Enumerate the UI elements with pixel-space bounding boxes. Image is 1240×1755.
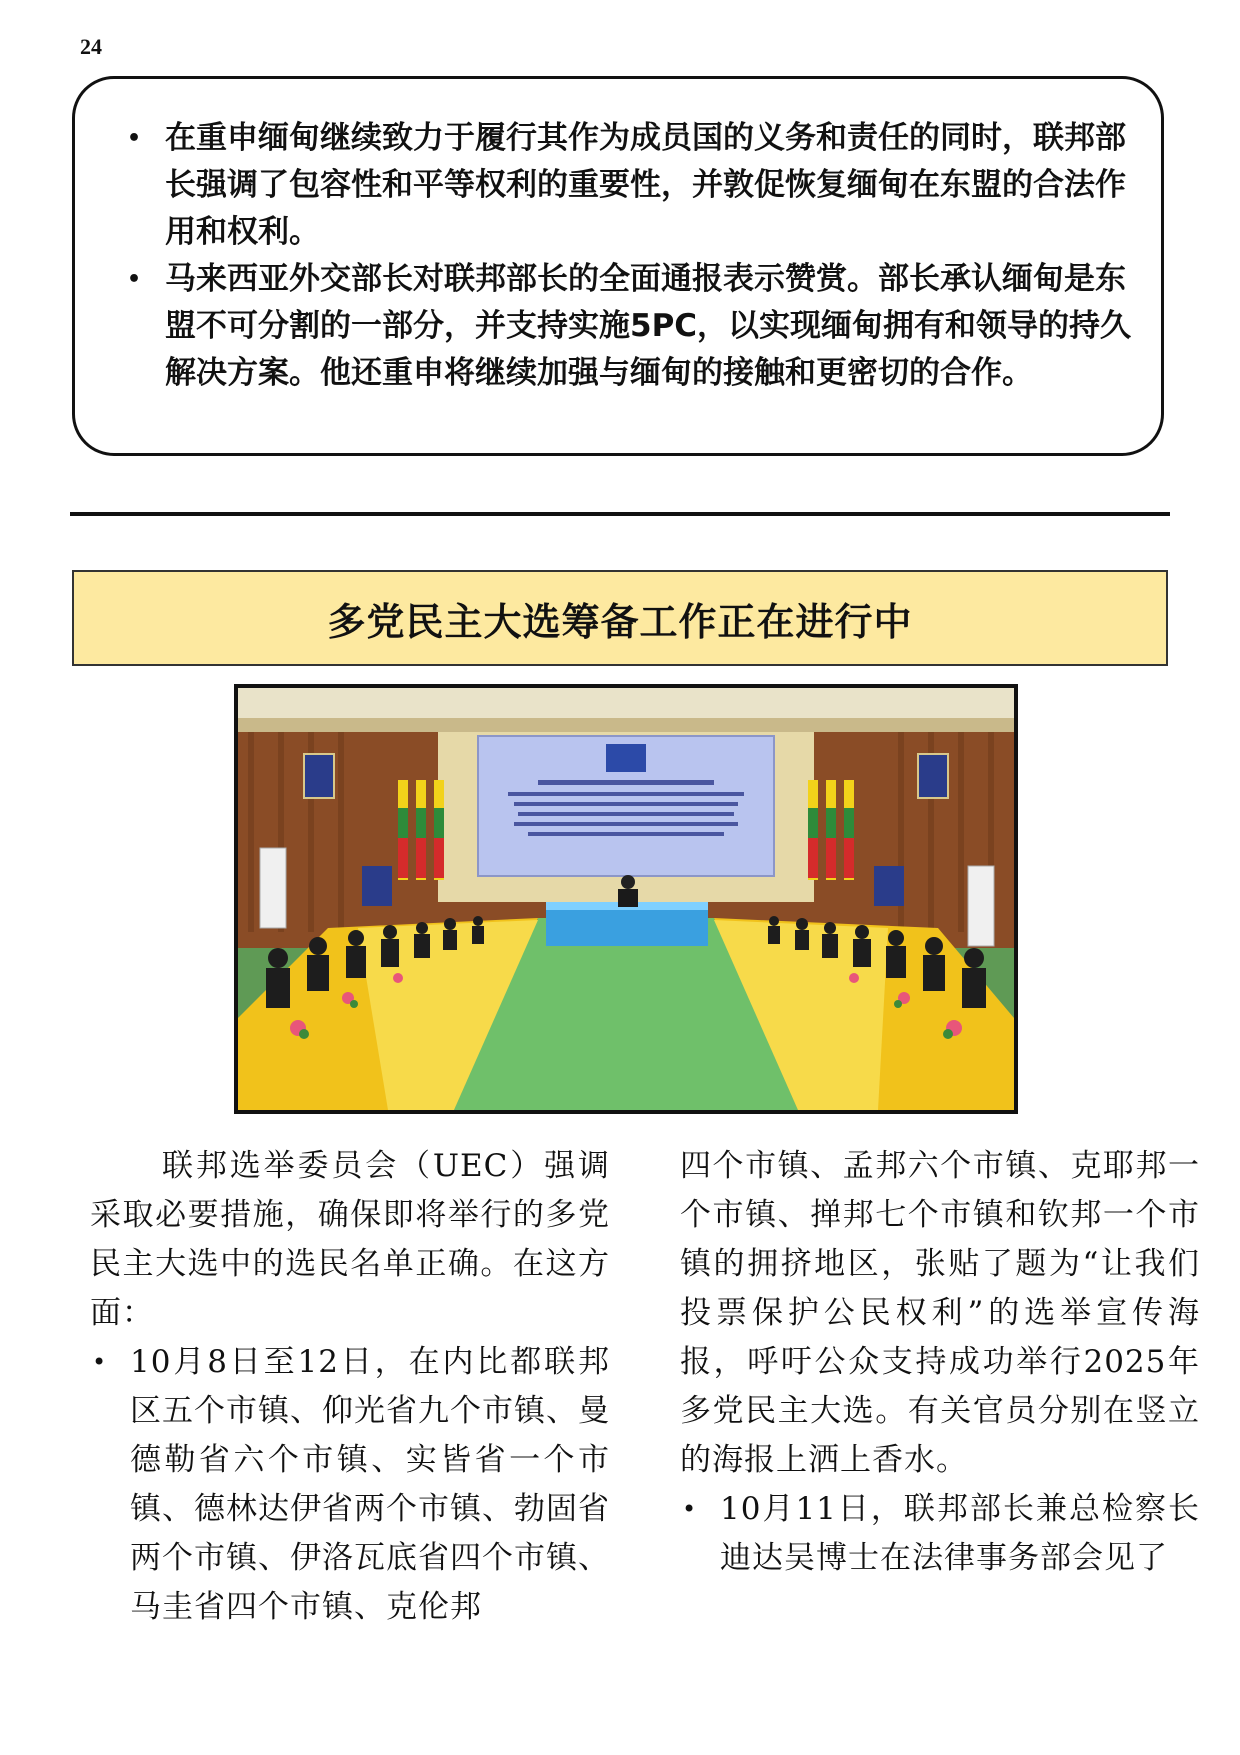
callout-box: [72, 76, 1164, 456]
article-bullet: • 10月11日，联邦部长兼总检察长迪达吴博士在法律事务部会见了: [680, 1485, 1200, 1583]
meeting-photo: [234, 684, 1018, 1114]
article-headline: 多党民主大选筹备工作正在进行中: [327, 599, 913, 644]
page-number: 24: [80, 34, 102, 59]
article-bullet: • 10月8日至12日，在内比都联邦区五个市镇、仰光省九个市镇、曼德勒省六个市镇、实皆省一个市镇、德林达伊省两个市镇、勃固省两个市镇、伊洛瓦底省四个市镇、马圭省四个市镇、克伦邦: [90, 1338, 610, 1632]
article-intro: 联邦选举委员会（UEC）强调采取必要措施，确保即将举行的多党民主大选中的选民名单正确。在这方面：: [90, 1148, 610, 1331]
callout-list: [127, 115, 1137, 397]
article-bullet-continued: 四个市镇、孟邦六个市镇、克耶邦一个市镇、掸邦七个市镇和钦邦一个市镇的拥挤地区，张贴了题为“让我们投票保护公民权利”的选举宣传海报，呼吁公众支持成功举行2025年多党民主大选。有关官员分别在竖立的海报上洒上香水。: [680, 1148, 1200, 1478]
section-divider: [70, 512, 1170, 516]
headline-banner: [72, 570, 1168, 666]
meeting-photo-illustration: [238, 688, 1014, 1110]
article-column-right: [680, 1142, 1200, 1583]
callout-bullet: • 在重申缅甸继续致力于履行其作为成员国的义务和责任的同时，联邦部长强调了包容性和平等权利的重要性，并敦促恢复缅甸在东盟的合法作用和权利。: [127, 115, 1137, 256]
article-column-left: [90, 1142, 610, 1632]
callout-bullet: • 马来西亚外交部长对联邦部长的全面通报表示赞赏。部长承认缅甸是东盟不可分割的一部分，并支持实施5PC，以实现缅甸拥有和领导的持久解决方案。他还重申将继续加强与缅甸的接触和更密切的合作。: [127, 256, 1137, 397]
